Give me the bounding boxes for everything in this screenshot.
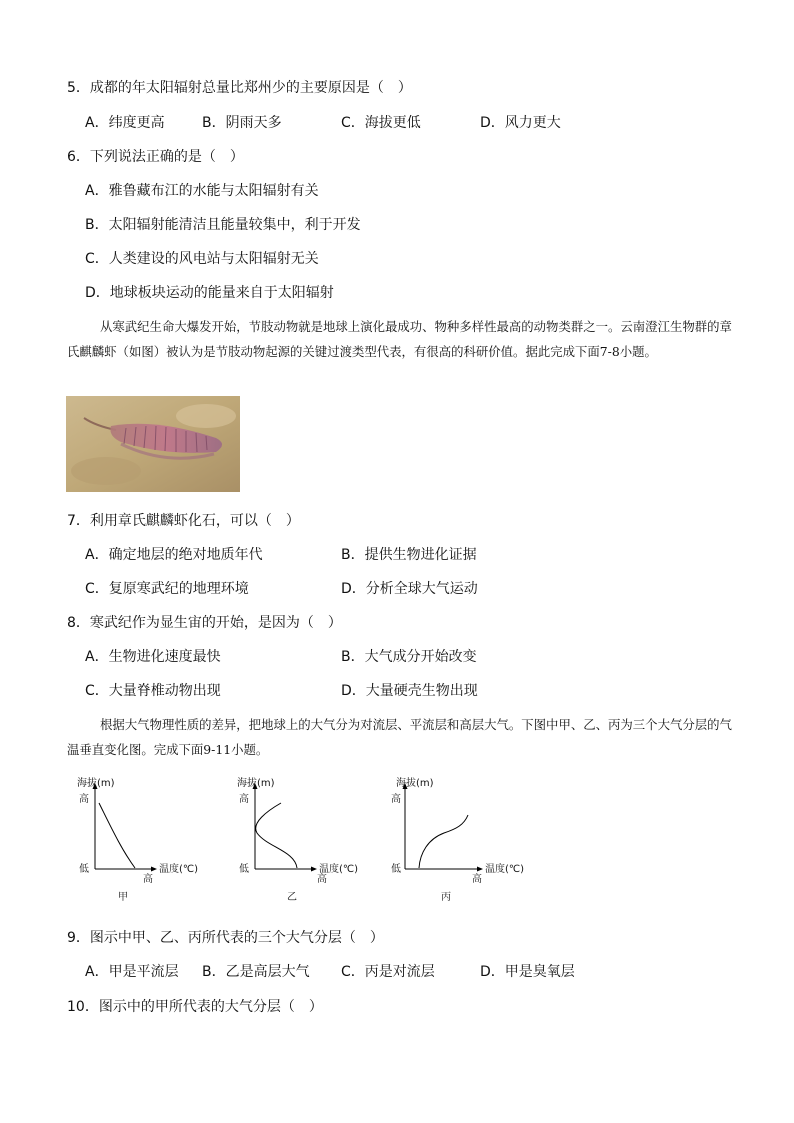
- graph-yi-x-high: 高: [317, 874, 327, 885]
- question-7-option-c: C．复原寒武纪的地理环境: [85, 581, 249, 597]
- passage-fossil: [67, 314, 733, 364]
- question-5-option-b: B．阴雨天多: [202, 115, 282, 131]
- question-9-option-c: C．丙是对流层: [341, 964, 435, 980]
- graph-bing-x-high: 高: [472, 874, 482, 885]
- question-6-stem: 6．下列说法正确的是（ ）: [67, 149, 244, 165]
- graph-jia-y-label: 海拔(m): [77, 778, 115, 789]
- graph-jia-curve: [99, 803, 135, 868]
- question-10-stem: 10．图示中的甲所代表的大气分层（ ）: [67, 999, 323, 1015]
- graph-yi-caption: 乙: [287, 892, 297, 903]
- graph-bing-y-low: 低: [391, 864, 401, 875]
- passage-atmosphere: [67, 712, 733, 762]
- question-5-option-c: C．海拔更低: [341, 115, 421, 131]
- graph-jia-x-label: 温度(℃): [159, 864, 199, 875]
- graph-bing-curve: [419, 815, 468, 868]
- question-9-option-a: A．甲是平流层: [85, 964, 179, 980]
- graph-bing-x-label: 温度(℃): [485, 864, 525, 875]
- question-9-option-d: D．甲是臭氧层: [480, 964, 575, 980]
- graph-jia: [73, 775, 223, 905]
- question-8-option-b: B．大气成分开始改变: [341, 649, 477, 665]
- graph-yi-y-low: 低: [239, 864, 249, 875]
- graph-yi-plot: [233, 775, 383, 905]
- question-5-option-a: A．纬度更高: [85, 115, 165, 131]
- question-7-option-a: A．确定地层的绝对地质年代: [85, 547, 263, 563]
- question-6-option-d: D．地球板块运动的能量来自于太阳辐射: [85, 285, 334, 301]
- graph-bing-plot: [388, 775, 538, 905]
- graph-yi: [233, 775, 383, 905]
- question-6-option-b: B．太阳辐射能清洁且能量较集中，利于开发: [85, 217, 361, 233]
- question-8-option-a: A．生物进化速度最快: [85, 649, 221, 665]
- question-6-option-a: A．雅鲁藏布江的水能与太阳辐射有关: [85, 183, 319, 199]
- graph-bing-y-label: 海拔(m): [396, 778, 434, 789]
- graph-yi-curve: [256, 803, 297, 868]
- graph-jia-y-high: 高: [79, 794, 89, 805]
- question-7-option-d: D．分析全球大气运动: [341, 581, 478, 597]
- question-8-option-d: D．大量硬壳生物出现: [341, 683, 478, 699]
- graph-jia-x-high: 高: [143, 874, 153, 885]
- fossil-image: [66, 396, 240, 492]
- graph-bing: [388, 775, 538, 905]
- graph-bing-caption: 丙: [441, 892, 451, 903]
- question-5-stem: 5．成都的年太阳辐射总量比郑州少的主要原因是（ ）: [67, 80, 412, 96]
- graph-yi-y-high: 高: [239, 794, 249, 805]
- graph-bing-y-high: 高: [391, 794, 401, 805]
- graph-yi-y-label: 海拔(m): [237, 778, 275, 789]
- question-7-option-b: B．提供生物进化证据: [341, 547, 477, 563]
- question-9-option-b: B．乙是高层大气: [202, 964, 310, 980]
- question-7-stem: 7．利用章氏麒麟虾化石，可以（ ）: [67, 513, 300, 529]
- question-8-option-c: C．大量脊椎动物出现: [85, 683, 221, 699]
- graph-jia-y-low: 低: [79, 864, 89, 875]
- question-8-stem: 8．寒武纪作为显生宙的开始，是因为（ ）: [67, 615, 342, 631]
- graph-yi-x-label: 温度(℃): [319, 864, 359, 875]
- passage-atmosphere-text: 根据大气物理性质的差异，把地球上的大气分为对流层、平流层和高层大气。下图中甲、乙、丙为三个大气分层的气温垂直变化图。完成下面9-11小题。: [67, 717, 732, 757]
- question-6-option-c: C．人类建设的风电站与太阳辐射无关: [85, 251, 319, 267]
- graph-jia-caption: 甲: [118, 892, 128, 903]
- question-9-stem: 9．图示中甲、乙、丙所代表的三个大气分层（ ）: [67, 930, 384, 946]
- question-5-option-d: D．风力更大: [480, 115, 561, 131]
- passage-fossil-text: 从寒武纪生命大爆发开始，节肢动物就是地球上演化最成功、物种多样性最高的动物类群之一。云南澄江生物群的章氏麒麟虾（如图）被认为是节肢动物起源的关键过渡类型代表，有很高的科研价值。据此完成下面7-8小题。: [67, 319, 732, 359]
